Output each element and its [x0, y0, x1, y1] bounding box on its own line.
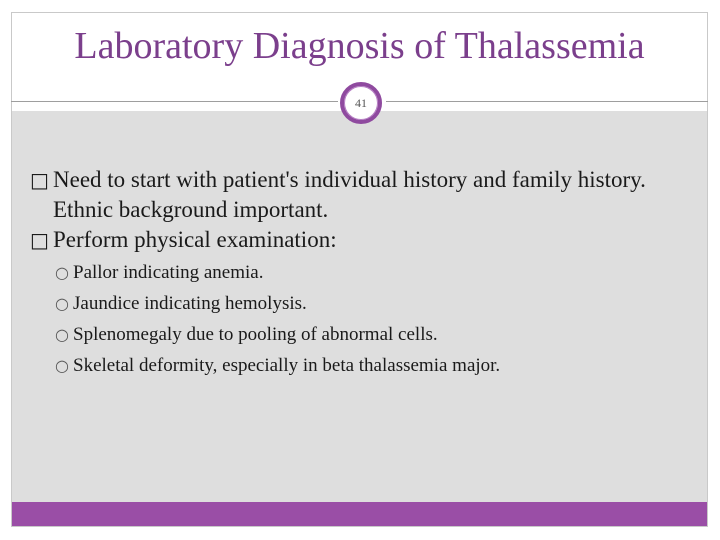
- sub-bullet-text: Jaundice indicating hemolysis.: [73, 293, 307, 314]
- sub-bullet-text: Skeletal deformity, especially in beta thalassemia major.: [73, 355, 501, 376]
- bullet-item: [30, 165, 690, 225]
- sub-bullet-list: [30, 257, 690, 381]
- page-number: 41: [344, 86, 378, 120]
- sub-bullet-item: [30, 319, 690, 350]
- sub-bullet-text: Pallor indicating anemia.: [73, 262, 264, 283]
- sub-bullet-item: [30, 257, 690, 288]
- sub-bullet-item: [30, 350, 690, 381]
- bullet-list: [30, 165, 690, 381]
- bullet-text: Perform physical examination:: [53, 227, 337, 252]
- footer-accent-bar: [12, 502, 707, 526]
- square-bullet-icon: □: [30, 228, 49, 252]
- hollow-circle-bullet-icon: ○: [55, 263, 69, 282]
- title-divider-left: [11, 101, 338, 102]
- square-bullet-icon: □: [30, 168, 49, 192]
- bullet-item: [30, 225, 690, 255]
- hollow-circle-bullet-icon: ○: [55, 325, 69, 344]
- hollow-circle-bullet-icon: ○: [55, 294, 69, 313]
- slide-title: Laboratory Diagnosis of Thalassemia: [74, 25, 645, 67]
- sub-bullet-item: [30, 288, 690, 319]
- title-divider-right: [386, 101, 708, 102]
- bullet-text: Need to start with patient's individual history and family history. Ethnic background important.: [53, 167, 646, 222]
- hollow-circle-bullet-icon: ○: [55, 356, 69, 375]
- sub-bullet-text: Splenomegaly due to pooling of abnormal cells.: [73, 324, 438, 345]
